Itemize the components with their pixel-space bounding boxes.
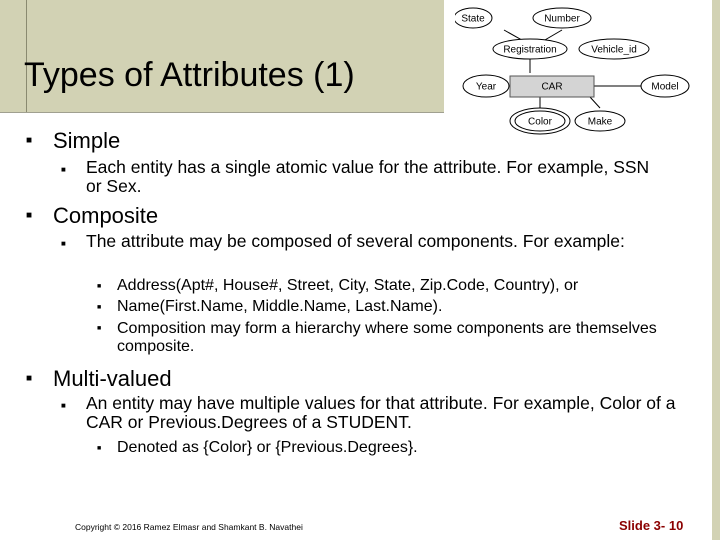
er-attr-label: Number [544,13,580,25]
er-attr-label: Vehicle_id [591,44,637,56]
er-entity-label: CAR [541,81,563,93]
bullet-multivalued-notation: Denoted as {Color} or {Previous.Degrees}. [117,439,418,456]
bullet-icon: ■ [61,239,66,248]
er-attr-label: Model [651,81,679,93]
er-edge [590,97,600,108]
bullet-composite: Composite [53,203,159,228]
bullet-simple: Simple [53,128,121,153]
bullet-icon: ■ [26,373,33,384]
bullet-composite-hierarchy: Composition may form a hierarchy where some components are themselves composite. [117,320,657,355]
bullet-composite-example-address: Address(Apt#, House#, Street, City, State, Zip.Code, Country), or [117,277,579,294]
bullet-composite-desc: The attribute may be composed of several components. For example: [86,231,625,251]
bullet-multivalued-desc: An entity may have multiple values for that attribute. For example, Color of a CAR or Previous.Degrees of a STUDENT. [86,393,676,432]
bullet-multivalued: Multi-valued [53,366,172,391]
bullet-icon: ■ [26,210,33,221]
er-attr-label: Registration [503,44,557,56]
bullet-icon: ■ [26,135,33,146]
bullet-icon: ■ [97,304,102,311]
er-attr-label: Color [528,116,552,128]
er-diagram [455,0,720,140]
bullet-composite-example-name: Name(First.Name, Middle.Name, Last.Name). [117,298,443,315]
bullet-icon: ■ [97,325,102,332]
footer-copyright: Copyright © 2016 Ramez Elmasr and Shamkant B. Navathei [75,522,303,532]
bullet-simple-desc: Each entity has a single atomic value for the attribute. For example, SSN or Sex. [86,157,650,196]
bullet-icon: ■ [61,401,66,410]
slide-title: Types of Attributes (1) [24,56,355,94]
bullet-icon: ■ [97,445,102,452]
bullet-icon: ■ [97,283,102,290]
slide-number: Slide 3- 10 [619,518,684,533]
er-attr-label: Make [587,116,613,128]
er-attr-label: Year [475,81,497,93]
title-rule [0,112,444,113]
er-attr-label: State [461,13,485,25]
bullet-icon: ■ [61,165,66,174]
